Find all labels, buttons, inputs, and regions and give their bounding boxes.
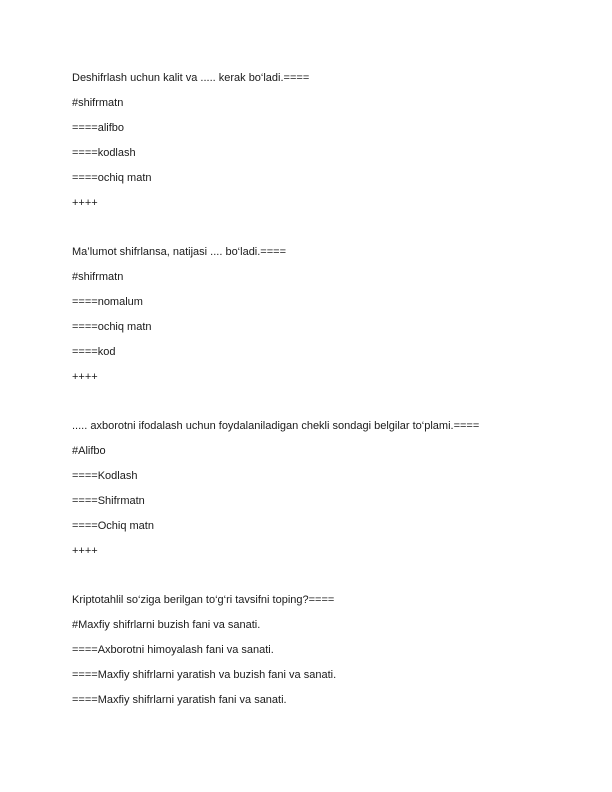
question-3-text: ..... axborotni ifodalash uchun foydalaniladigan chekli sondagi belgilar to‘plami.==== [72, 420, 480, 432]
question-3-end-marker: ++++ [72, 545, 98, 557]
document-page [72, 0, 552, 792]
question-3-answer-1: #Alifbo [72, 445, 106, 457]
question-1-answer-4: ====ochiq matn [72, 172, 152, 184]
question-3-answer-3: ====Shifrmatn [72, 495, 145, 507]
question-4-answer-3: ====Maxfiy shifrlarni yaratish va buzish fani va sanati. [72, 669, 337, 681]
question-2-text: Ma’lumot shifrlansa, natijasi .... bo‘ladi.==== [72, 246, 287, 258]
question-2-answer-3: ====ochiq matn [72, 321, 152, 333]
question-4-answer-4: ====Maxfiy shifrlarni yaratish fani va sanati. [72, 694, 287, 706]
question-1-end-marker: ++++ [72, 197, 98, 209]
question-3-answer-4: ====Ochiq matn [72, 520, 154, 532]
question-3-answer-2: ====Kodlash [72, 470, 138, 482]
question-2-answer-1: #shifrmatn [72, 271, 124, 283]
question-1-answer-3: ====kodlash [72, 147, 136, 159]
question-2-end-marker: ++++ [72, 371, 98, 383]
question-1-answer-1: #shifrmatn [72, 97, 124, 109]
question-1-text: Deshifrlash uchun kalit va ..... kerak bo‘ladi.==== [72, 72, 310, 84]
question-4-text: Kriptotahlil so‘ziga berilgan to‘g‘ri tavsifni toping?==== [72, 594, 335, 606]
question-1-answer-2: ====alifbo [72, 122, 124, 134]
question-2-answer-2: ====nomalum [72, 296, 143, 308]
question-4-answer-2: ====Axborotni himoyalash fani va sanati. [72, 644, 274, 656]
question-4-answer-1: #Maxfiy shifrlarni buzish fani va sanati. [72, 619, 261, 631]
question-2-answer-4: ====kod [72, 346, 116, 358]
